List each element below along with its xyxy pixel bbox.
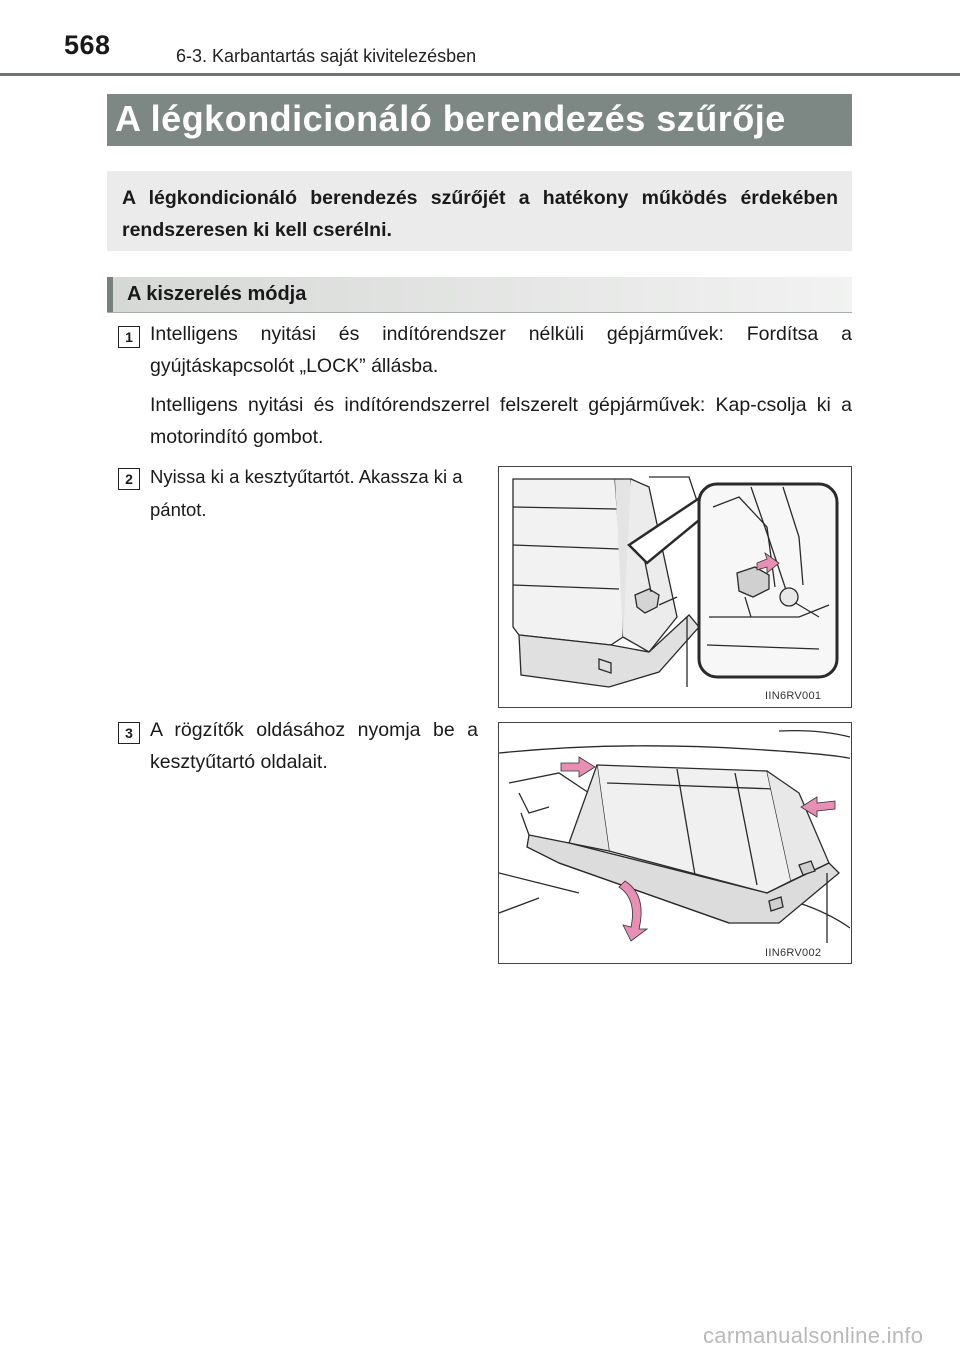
figure-glovebox-strap [498, 466, 852, 708]
watermark: carmanualsonline.info [703, 1323, 924, 1348]
page-title-bar [107, 94, 852, 146]
intro-text: A légkondicionáló berendezés szűrőjét a hatékony működés érdekében rendszeresen ki kell cserélni. [122, 187, 838, 241]
step-3-text: A rögzítők oldásához nyomja be a kesztyűtartó oldalait. [150, 719, 478, 773]
glovebox-release-illustration [499, 723, 850, 962]
figure-glovebox-release [498, 722, 852, 964]
step-1-paragraph-2: Intelligens nyitási és indítórendszerrel felszerelt gépjárművek: Kap-csolja ki a motorindító gombot. [150, 394, 852, 448]
page-number: 568 [64, 30, 111, 60]
figure-code-1: IIN6RV001 [765, 690, 822, 702]
page-header [0, 0, 960, 80]
step-number-1: 1 [118, 326, 140, 348]
section-heading-bar [107, 277, 852, 313]
chapter-title: 6-3. Karbantartás saját kivitelezésben [176, 46, 477, 66]
step-number-2: 2 [118, 468, 140, 490]
glovebox-strap-illustration [499, 467, 850, 706]
header-divider [0, 73, 960, 76]
step-1-paragraph-1: Intelligens nyitási és indítórendszer nélküli gépjárművek: Fordítsa a gyújtáskapcsolót „LOCK” állásba. [150, 323, 852, 377]
figure-code-2: IIN6RV002 [765, 947, 822, 959]
page-title: A légkondicionáló berendezés szűrője [115, 98, 786, 139]
step-2-text: Nyissa ki a kesztyűtartót. Akassza ki a pántot. [150, 466, 463, 520]
section-heading-underline [107, 312, 852, 313]
section-heading: A kiszerelés módja [127, 283, 307, 305]
step-number-3: 3 [118, 722, 140, 744]
intro-box [107, 171, 852, 251]
